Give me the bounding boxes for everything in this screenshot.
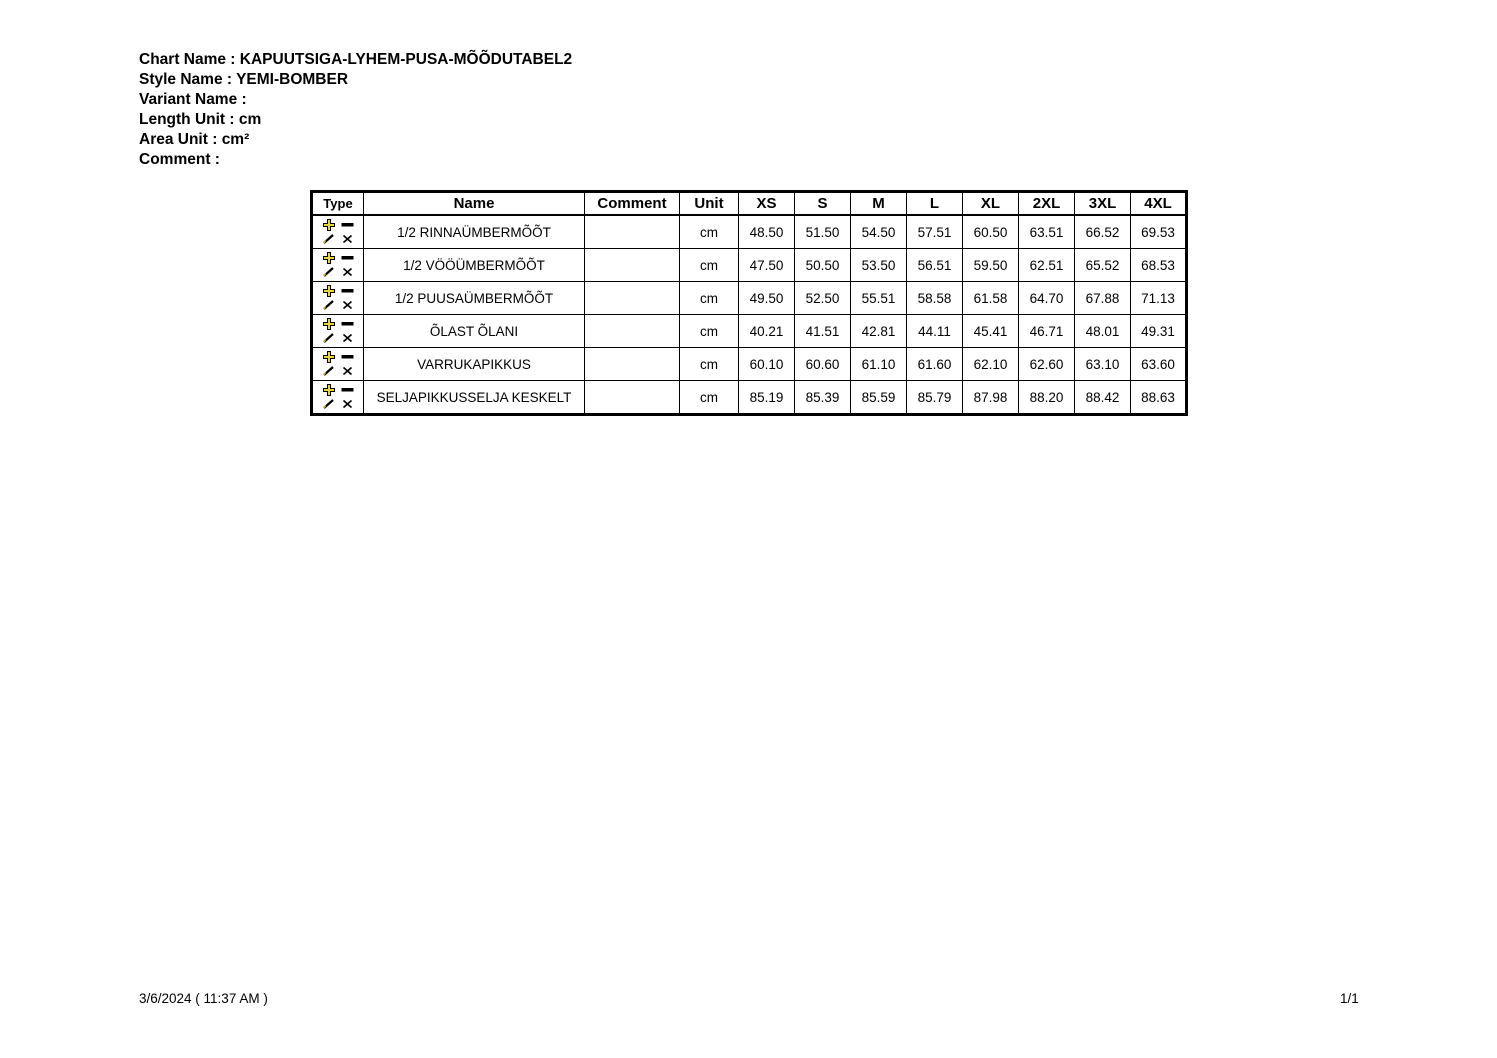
length-unit-value: cm bbox=[238, 111, 262, 128]
plus-icon[interactable] bbox=[323, 351, 335, 363]
size-value-cell: 55.51 bbox=[851, 282, 907, 315]
row-action-icons bbox=[320, 284, 356, 312]
area-unit-line bbox=[139, 130, 572, 150]
plus-icon[interactable] bbox=[323, 252, 335, 264]
chart-name-label: Chart Name : bbox=[139, 51, 236, 68]
variant-name-label: Variant Name : bbox=[139, 91, 247, 108]
table-body bbox=[312, 215, 1187, 415]
table-row bbox=[312, 315, 1187, 348]
size-value-cell: 71.13 bbox=[1131, 282, 1187, 315]
column-header-4xl: 4XL bbox=[1131, 192, 1187, 216]
length-unit-line bbox=[139, 110, 572, 130]
size-value-cell: 61.60 bbox=[907, 348, 963, 381]
delete-icon[interactable] bbox=[342, 267, 353, 277]
type-cell bbox=[312, 215, 364, 249]
size-value-cell: 60.10 bbox=[739, 348, 795, 381]
row-action-icons bbox=[320, 317, 356, 345]
minus-icon[interactable] bbox=[341, 288, 354, 294]
size-value-cell: 68.53 bbox=[1131, 249, 1187, 282]
size-value-cell: 58.58 bbox=[907, 282, 963, 315]
size-value-cell: 62.60 bbox=[1019, 348, 1075, 381]
size-value-cell: 46.71 bbox=[1019, 315, 1075, 348]
footer-page-number: 1/1 bbox=[1340, 991, 1359, 1006]
column-header-xl: XL bbox=[963, 192, 1019, 216]
minus-icon[interactable] bbox=[341, 321, 354, 327]
size-value-cell: 88.63 bbox=[1131, 381, 1187, 415]
size-value-cell: 51.50 bbox=[795, 215, 851, 249]
measurement-comment-cell bbox=[585, 249, 680, 282]
row-action-icons bbox=[320, 218, 356, 246]
type-cell bbox=[312, 381, 364, 415]
size-value-cell: 56.51 bbox=[907, 249, 963, 282]
column-header-2xl: 2XL bbox=[1019, 192, 1075, 216]
column-header-comment: Comment bbox=[585, 192, 680, 216]
area-unit-label: Area Unit : bbox=[139, 131, 218, 148]
chart-name-value: KAPUUTSIGA-LYHEM-PUSA-MÕÕDUTABEL2 bbox=[239, 51, 573, 68]
measurement-name-cell: VARRUKAPIKKUS bbox=[364, 348, 585, 381]
minus-icon[interactable] bbox=[341, 387, 354, 393]
area-unit-value: cm² bbox=[221, 131, 250, 148]
edit-icon[interactable] bbox=[323, 366, 335, 376]
size-value-cell: 47.50 bbox=[739, 249, 795, 282]
size-value-cell: 66.52 bbox=[1075, 215, 1131, 249]
column-header-3xl: 3XL bbox=[1075, 192, 1131, 216]
length-unit-label: Length Unit : bbox=[139, 111, 235, 128]
measurement-name-cell: 1/2 PUUSAÜMBERMÕÕT bbox=[364, 282, 585, 315]
size-value-cell: 85.59 bbox=[851, 381, 907, 415]
column-header-m: M bbox=[851, 192, 907, 216]
size-value-cell: 62.10 bbox=[963, 348, 1019, 381]
size-value-cell: 62.51 bbox=[1019, 249, 1075, 282]
table-row bbox=[312, 282, 1187, 315]
measurement-name-cell: 1/2 VÖÖÜMBERMÕÕT bbox=[364, 249, 585, 282]
size-value-cell: 49.31 bbox=[1131, 315, 1187, 348]
style-name-label: Style Name : bbox=[139, 71, 233, 88]
column-header-s: S bbox=[795, 192, 851, 216]
column-header-name: Name bbox=[364, 192, 585, 216]
column-header-l: L bbox=[907, 192, 963, 216]
size-value-cell: 60.60 bbox=[795, 348, 851, 381]
measurement-name-cell: 1/2 RINNAÜMBERMÕÕT bbox=[364, 215, 585, 249]
size-value-cell: 87.98 bbox=[963, 381, 1019, 415]
size-value-cell: 63.10 bbox=[1075, 348, 1131, 381]
chart-header bbox=[139, 50, 572, 170]
size-value-cell: 60.50 bbox=[963, 215, 1019, 249]
size-value-cell: 41.51 bbox=[795, 315, 851, 348]
size-value-cell: 85.39 bbox=[795, 381, 851, 415]
row-action-icons bbox=[320, 350, 356, 378]
edit-icon[interactable] bbox=[323, 300, 335, 310]
size-value-cell: 61.10 bbox=[851, 348, 907, 381]
measurement-name-cell: SELJAPIKKUSSELJA KESKELT bbox=[364, 381, 585, 415]
size-value-cell: 63.51 bbox=[1019, 215, 1075, 249]
measurement-comment-cell bbox=[585, 348, 680, 381]
style-name-line bbox=[139, 70, 572, 90]
size-value-cell: 45.41 bbox=[963, 315, 1019, 348]
size-value-cell: 50.50 bbox=[795, 249, 851, 282]
plus-icon[interactable] bbox=[323, 285, 335, 297]
column-header-xs: XS bbox=[739, 192, 795, 216]
column-header-type: Type bbox=[312, 192, 364, 216]
measurement-unit-cell: cm bbox=[680, 315, 739, 348]
size-value-cell: 44.11 bbox=[907, 315, 963, 348]
delete-icon[interactable] bbox=[342, 234, 353, 244]
table-row bbox=[312, 249, 1187, 282]
delete-icon[interactable] bbox=[342, 399, 353, 409]
measurement-comment-cell bbox=[585, 381, 680, 415]
row-action-icons bbox=[320, 251, 356, 279]
size-value-cell: 52.50 bbox=[795, 282, 851, 315]
plus-icon[interactable] bbox=[323, 318, 335, 330]
measurement-unit-cell: cm bbox=[680, 381, 739, 415]
type-cell bbox=[312, 348, 364, 381]
minus-icon[interactable] bbox=[341, 354, 354, 360]
measurement-unit-cell: cm bbox=[680, 249, 739, 282]
measurement-unit-cell: cm bbox=[680, 215, 739, 249]
size-value-cell: 67.88 bbox=[1075, 282, 1131, 315]
chart-name-line bbox=[139, 50, 572, 70]
size-value-cell: 65.52 bbox=[1075, 249, 1131, 282]
measurement-comment-cell bbox=[585, 315, 680, 348]
size-value-cell: 88.20 bbox=[1019, 381, 1075, 415]
size-value-cell: 63.60 bbox=[1131, 348, 1187, 381]
comment-label: Comment : bbox=[139, 151, 220, 168]
measurement-table bbox=[310, 190, 1188, 416]
size-value-cell: 49.50 bbox=[739, 282, 795, 315]
size-value-cell: 69.53 bbox=[1131, 215, 1187, 249]
type-cell bbox=[312, 315, 364, 348]
edit-icon[interactable] bbox=[323, 333, 335, 343]
edit-icon[interactable] bbox=[323, 234, 335, 244]
edit-icon[interactable] bbox=[323, 399, 335, 409]
size-value-cell: 54.50 bbox=[851, 215, 907, 249]
minus-icon[interactable] bbox=[341, 255, 354, 261]
type-cell bbox=[312, 282, 364, 315]
size-value-cell: 88.42 bbox=[1075, 381, 1131, 415]
edit-icon[interactable] bbox=[323, 267, 335, 277]
measurement-unit-cell: cm bbox=[680, 282, 739, 315]
variant-name-line bbox=[139, 90, 572, 110]
style-name-value: YEMI-BOMBER bbox=[236, 71, 349, 88]
table-row bbox=[312, 215, 1187, 249]
measurement-comment-cell bbox=[585, 282, 680, 315]
size-value-cell: 85.79 bbox=[907, 381, 963, 415]
size-value-cell: 53.50 bbox=[851, 249, 907, 282]
table-row bbox=[312, 381, 1187, 415]
size-value-cell: 48.01 bbox=[1075, 315, 1131, 348]
footer-date: 3/6/2024 ( 11:37 AM ) bbox=[139, 991, 268, 1006]
size-value-cell: 59.50 bbox=[963, 249, 1019, 282]
measurement-name-cell: ÕLAST ÕLANI bbox=[364, 315, 585, 348]
column-header-unit: Unit bbox=[680, 192, 739, 216]
comment-line bbox=[139, 150, 572, 170]
plus-icon[interactable] bbox=[323, 219, 335, 231]
delete-icon[interactable] bbox=[342, 300, 353, 310]
minus-icon[interactable] bbox=[341, 222, 354, 228]
size-value-cell: 48.50 bbox=[739, 215, 795, 249]
size-value-cell: 61.58 bbox=[963, 282, 1019, 315]
table-header-row bbox=[312, 192, 1187, 216]
table-row bbox=[312, 348, 1187, 381]
size-value-cell: 42.81 bbox=[851, 315, 907, 348]
plus-icon[interactable] bbox=[323, 384, 335, 396]
measurement-comment-cell bbox=[585, 215, 680, 249]
size-value-cell: 85.19 bbox=[739, 381, 795, 415]
size-value-cell: 64.70 bbox=[1019, 282, 1075, 315]
measurement-unit-cell: cm bbox=[680, 348, 739, 381]
type-cell bbox=[312, 249, 364, 282]
delete-icon[interactable] bbox=[342, 366, 353, 376]
row-action-icons bbox=[320, 383, 356, 411]
size-value-cell: 57.51 bbox=[907, 215, 963, 249]
size-value-cell: 40.21 bbox=[739, 315, 795, 348]
delete-icon[interactable] bbox=[342, 333, 353, 343]
